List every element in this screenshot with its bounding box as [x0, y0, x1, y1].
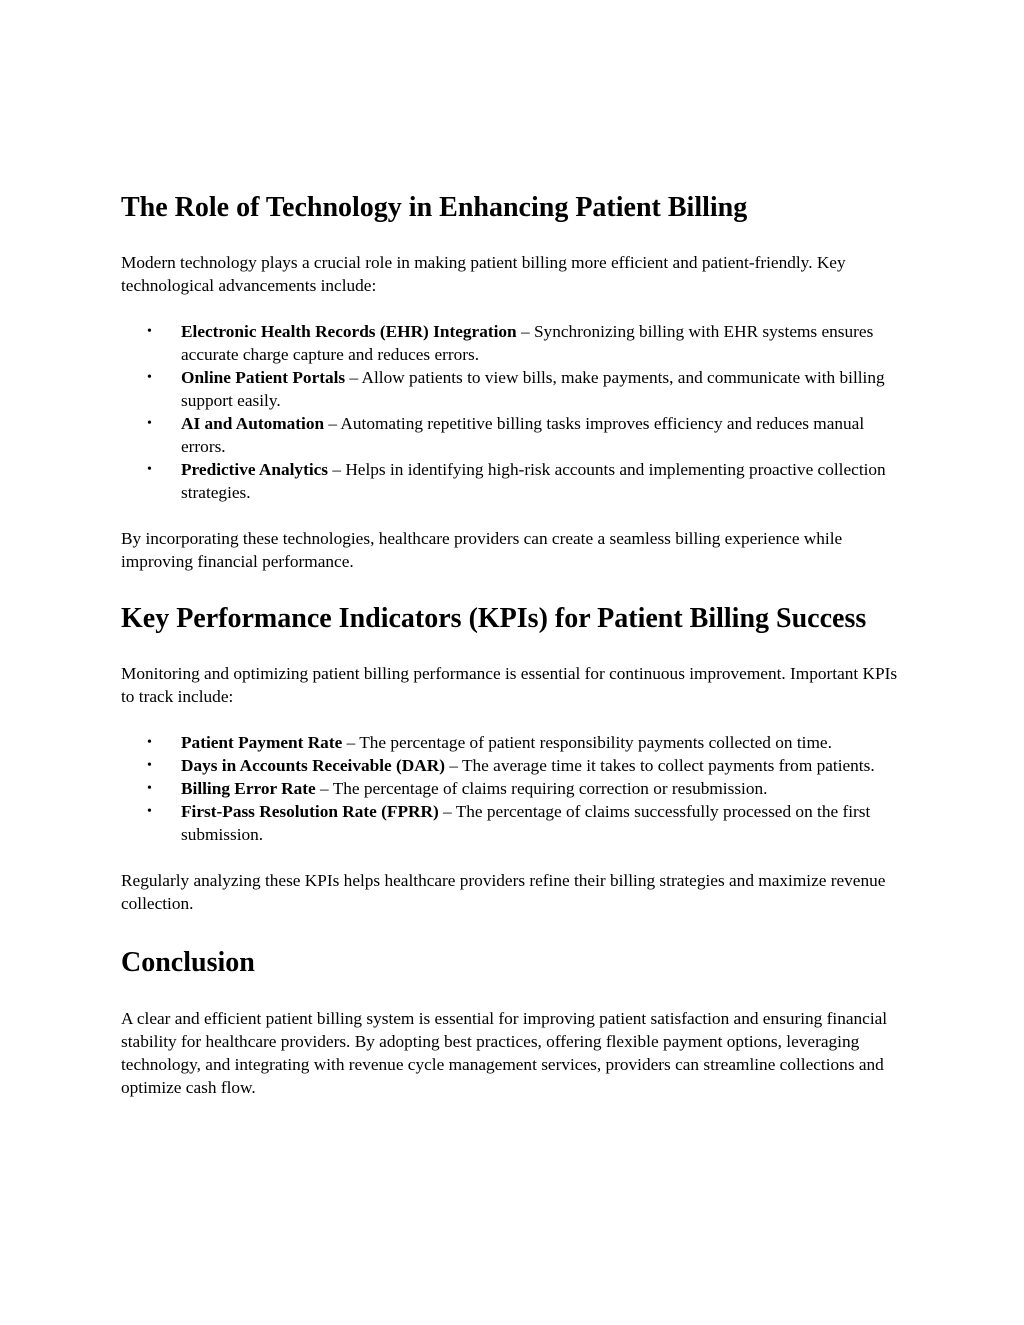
conclusion-paragraph: A clear and efficient patient billing system is essential for improving patient satisfaction and ensuring financial stability for healthcare providers. By adopting best practices, offering flexible payment options, leveraging technology, and integrating with revenue cycle management services, providers can streamline collections and optimize cash flow.: [121, 1009, 888, 1097]
list-item-desc: – Synchronizing billing with EHR systems ensures accurate charge capture and reduces errors.: [181, 322, 874, 364]
section-outro-paragraph: Regularly analyzing these KPIs helps healthcare providers refine their billing strategies and maximize revenue collection.: [121, 871, 886, 913]
list-item: [121, 754, 911, 777]
list-item: [121, 412, 911, 458]
section-intro-paragraph: Monitoring and optimizing patient billing performance is essential for continuous improvement. Important KPIs to track include:: [121, 664, 898, 706]
list-item-desc: – The percentage of claims requiring correction or resubmission.: [315, 779, 768, 798]
bullet-icon: •: [147, 781, 152, 796]
list-item-term: AI and Automation: [181, 414, 325, 433]
bullet-icon: •: [147, 804, 152, 819]
bullet-icon: •: [147, 370, 152, 385]
list-item-desc: – The percentage of patient responsibility payments collected on time.: [342, 733, 832, 752]
list-item-desc: – Automating repetitive billing tasks improves efficiency and reduces manual errors.: [181, 414, 865, 456]
section-heading-technology: The Role of Technology in Enhancing Patient Billing: [121, 192, 748, 223]
kpi-list: [121, 731, 911, 846]
list-item: [121, 777, 911, 800]
bullet-icon: •: [147, 735, 152, 750]
list-item-desc: – The percentage of claims successfully processed on the first submission.: [181, 802, 871, 844]
section-heading-conclusion: Conclusion: [121, 947, 255, 978]
bullet-icon: •: [147, 324, 152, 339]
bullet-icon: •: [147, 416, 152, 431]
document-page: [121, 190, 911, 1099]
bullet-icon: •: [147, 758, 152, 773]
list-item-term: Patient Payment Rate: [181, 733, 343, 752]
list-item-term: First-Pass Resolution Rate (FPRR): [181, 802, 439, 821]
list-item-desc: – Allow patients to view bills, make payments, and communicate with billing support easily.: [181, 368, 885, 410]
list-item: [121, 320, 911, 366]
list-item: [121, 731, 911, 754]
list-item-term: Days in Accounts Receivable (DAR): [181, 756, 445, 775]
list-item-term: Predictive Analytics: [181, 460, 329, 479]
section-intro-paragraph: Modern technology plays a crucial role in making patient billing more efficient and patient-friendly. Key technological advancements include:: [121, 253, 846, 295]
section-heading-kpis: Key Performance Indicators (KPIs) for Patient Billing Success: [121, 603, 867, 634]
technology-list: [121, 320, 911, 504]
list-item: [121, 366, 911, 412]
list-item-desc: – Helps in identifying high-risk accounts and implementing proactive collection strategies.: [181, 460, 886, 502]
bullet-icon: •: [147, 462, 152, 477]
list-item: [121, 458, 911, 504]
list-item-term: Electronic Health Records (EHR) Integration: [181, 322, 517, 341]
list-item-desc: – The average time it takes to collect payments from patients.: [445, 756, 875, 775]
list-item-term: Online Patient Portals: [181, 368, 346, 387]
section-outro-paragraph: By incorporating these technologies, healthcare providers can create a seamless billing experience while improving financial performance.: [121, 529, 843, 571]
list-item: [121, 800, 911, 846]
list-item-term: Billing Error Rate: [181, 779, 316, 798]
